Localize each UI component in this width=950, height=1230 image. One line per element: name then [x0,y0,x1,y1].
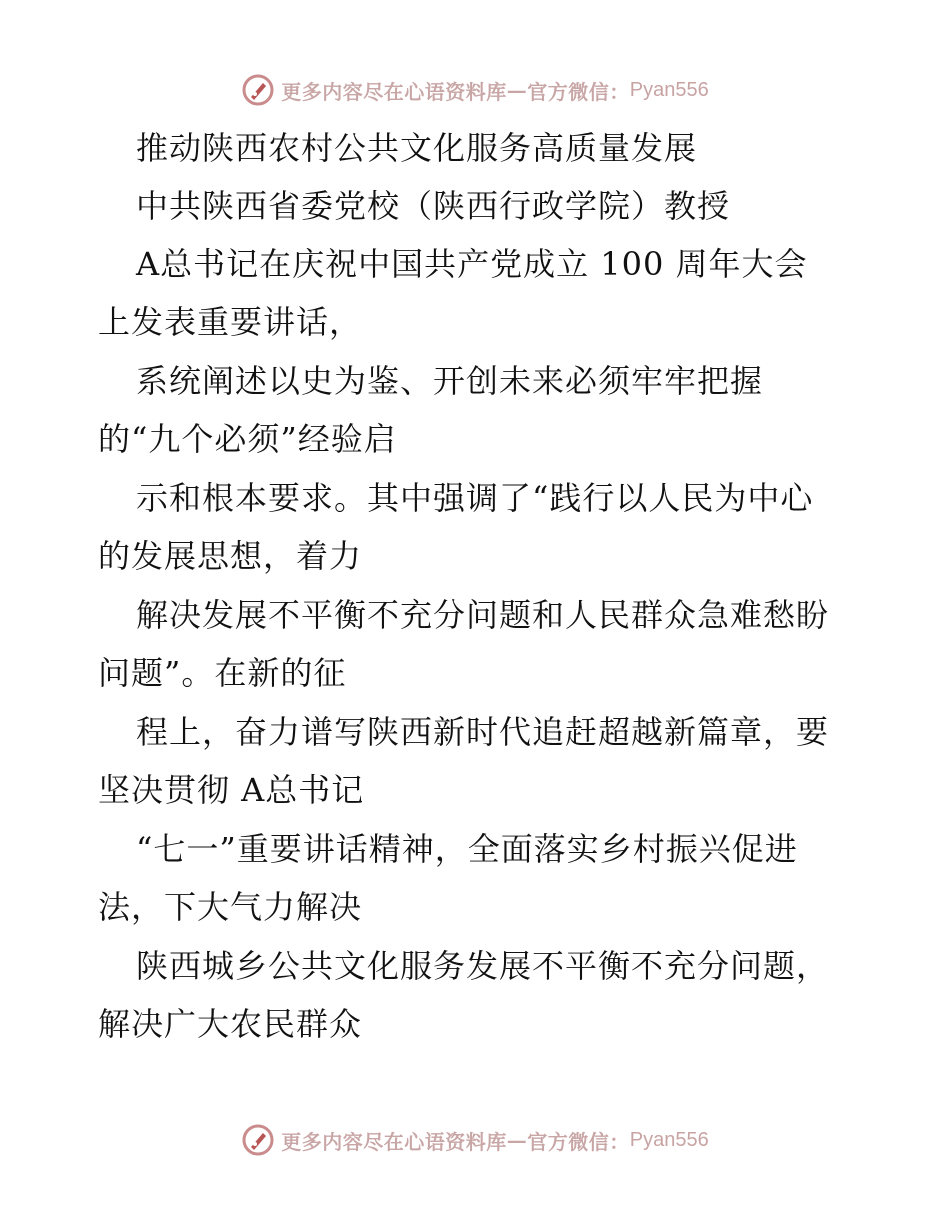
paragraph-line: “七一”重要讲话精神，全面落实乡村振兴促进 [136,830,798,868]
pen-nib-circle-icon [241,1123,275,1157]
banner-title: 更多内容尽在心语资料库 [281,1129,507,1154]
paragraph-line: 坚决贯彻 A总书记 [98,771,365,809]
paragraph-line: 程上，奋力谱写陕西新时代追赶超越新篇章，要 [136,713,830,751]
banner-separator: — [506,1128,528,1152]
banner-title: 更多内容尽在心语资料库 [281,79,507,104]
paragraph-line: 的发展思想，着力 [98,537,363,575]
footer-banner [0,1118,950,1162]
banner-contact-id: Pyan556 [629,78,709,101]
banner-contact-label: 官方微信： [527,79,630,104]
paragraph-line: 解决发展不平衡不充分问题和人民群众急难愁盼 [136,596,830,634]
paragraph-line: 的“九个必须”经验启 [98,420,397,458]
banner-contact-label: 官方微信： [527,1129,630,1154]
banner-separator: — [506,78,528,102]
paragraph-line: 法，下大气力解决 [98,888,363,926]
paragraph-line: 问题”。在新的征 [98,654,347,692]
paragraph-line: 解决广大农民群众 [98,1005,363,1043]
document-author: 中共陕西省委党校（陕西行政学院）教授 [136,187,731,225]
paragraph-line: A总书记在庆祝中国共产党成立 100 周年大会 [136,245,808,283]
paragraph-line: 上发表重要讲话， [98,303,363,341]
paragraph-line: 陕西城乡公共文化服务发展不平衡不充分问题， [136,947,830,985]
banner-contact-id: Pyan556 [629,1128,709,1151]
paragraph-line: 示和根本要求。其中强调了“践行以人民为中心 [136,479,814,517]
document-title: 推动陕西农村公共文化服务高质量发展 [136,129,698,167]
paragraph-line: 系统阐述以史为鉴、开创未来必须牢牢把握 [136,362,764,400]
